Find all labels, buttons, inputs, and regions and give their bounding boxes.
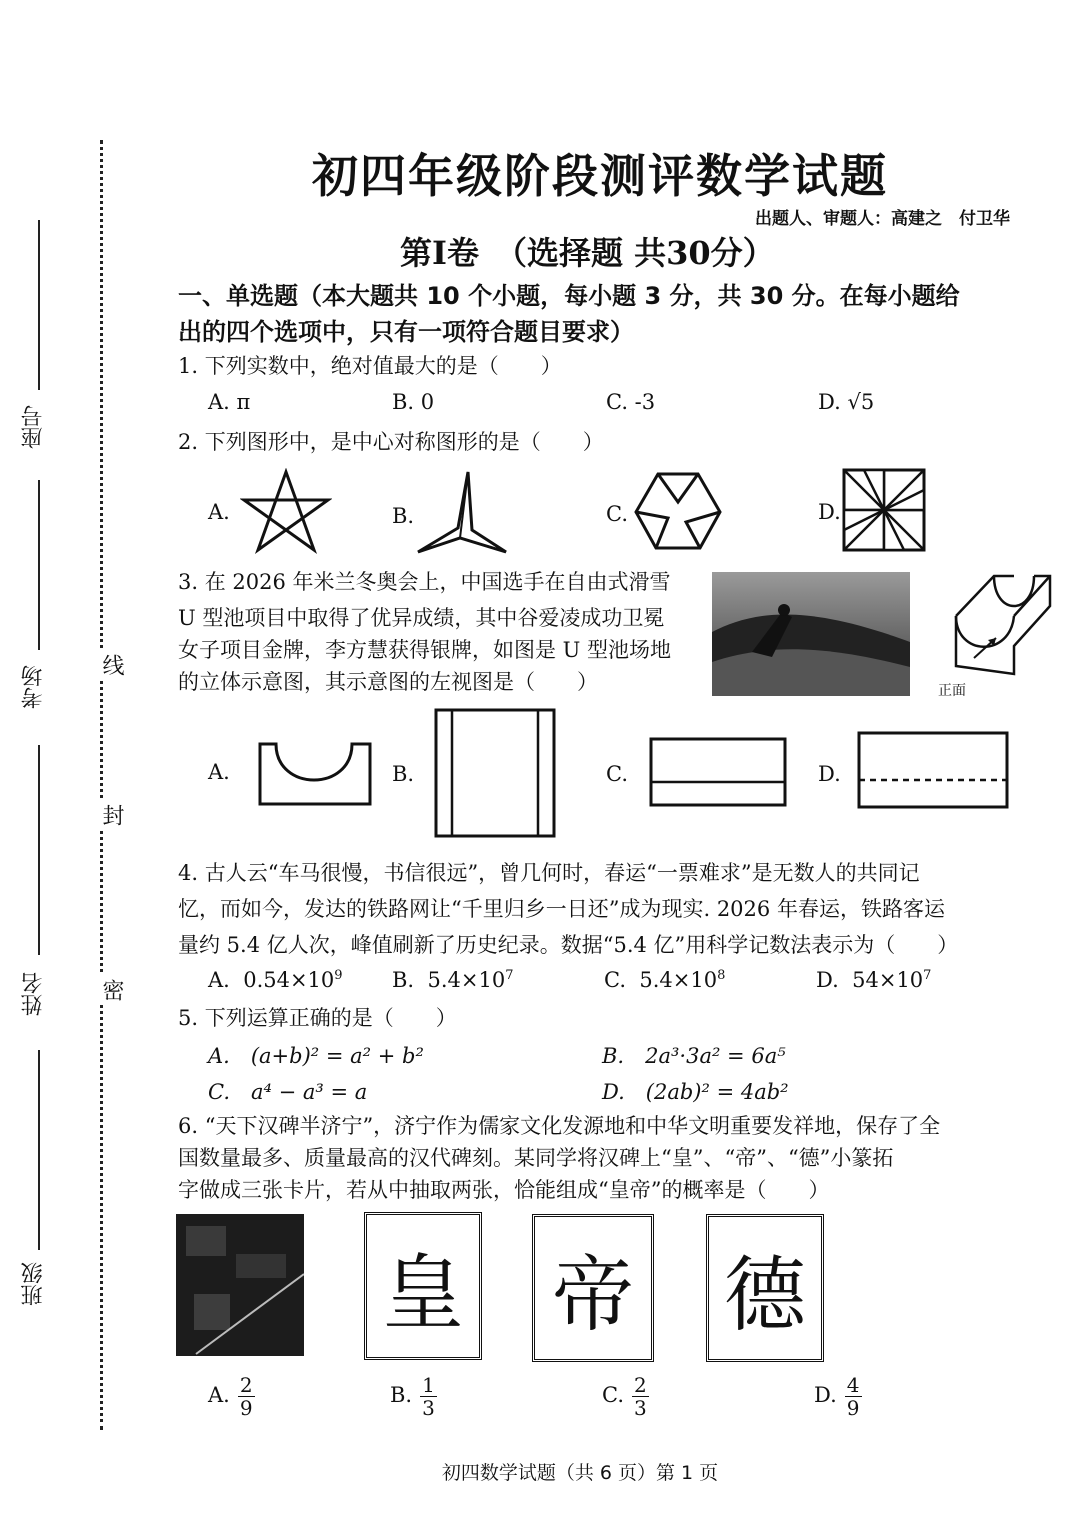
section-heading-line1: 一、单选题（本大题共 10 个小题，每小题 3 分，共 30 分。在每小题给 xyxy=(178,282,960,310)
halfpipe-photo xyxy=(712,572,910,696)
question-3-line2: U 型池项目中取得了优异成绩，其中谷爱凌成功卫冕 xyxy=(178,606,665,630)
binding-rule xyxy=(38,220,40,390)
q1-option-a: A. π xyxy=(208,390,251,414)
halfpipe-3d-diagram xyxy=(944,566,1054,696)
q2-label-d: D. xyxy=(818,500,841,524)
seal-card-de: 德 xyxy=(706,1214,824,1362)
q4-option-b: B. $5.4\times 10^7$ xyxy=(392,968,514,992)
seat-number-label: 座号 xyxy=(21,405,46,449)
pinwheel-figure xyxy=(840,466,928,554)
recycle-figure xyxy=(628,468,728,556)
question-1-stem: 1. 下列实数中，绝对值最大的是（ ） xyxy=(178,354,562,378)
stele-rubbing-photo xyxy=(176,1214,304,1356)
question-3-line4: 的立体示意图，其示意图的左视图是（ ） xyxy=(178,670,598,694)
q3-label-c: C. xyxy=(606,762,628,786)
tri-blade-figure xyxy=(414,468,510,556)
q4-option-d: D. $54\times 10^7$ xyxy=(816,968,932,992)
solid-line-rect-option xyxy=(648,736,788,808)
q5-option-d: D. (2ab)² = 4ab² xyxy=(602,1080,789,1104)
question-setters: 出题人、审题人：高建之 付卫华 xyxy=(755,209,1010,229)
star-figure xyxy=(240,468,332,554)
question-6-line1: 6. “天下汉碑半济宁”，济宁作为儒家文化发源地和中华文明重要发祥地，保存了全 xyxy=(178,1114,941,1138)
seal-char-secret: 密 xyxy=(96,975,127,1005)
q6-option-a: A. $\frac{2}{9}$ xyxy=(208,1373,253,1420)
q5-option-c: C. a⁴ − a³ = a xyxy=(208,1080,368,1104)
q2-label-a: A. xyxy=(208,500,230,524)
q1-option-d: D. √5 xyxy=(818,390,875,414)
binding-rule xyxy=(38,480,40,650)
binding-rule xyxy=(38,1050,40,1250)
q3-label-d: D. xyxy=(818,762,841,786)
seal-card-di: 帝 xyxy=(532,1214,654,1362)
question-2-stem: 2. 下列图形中，是中心对称图形的是（ ） xyxy=(178,430,604,454)
volume-heading: 第Ⅰ卷 （选择题 共30分） xyxy=(400,234,775,272)
q1-option-c: C. -3 xyxy=(606,390,656,414)
tall-rect-option xyxy=(432,706,558,840)
q5-option-a: A. (a+b)² = a² + b² xyxy=(208,1044,424,1068)
exam-room-label: 考场 xyxy=(21,665,46,709)
question-4-line3: 量约 5.4 亿人次，峰值刷新了历史纪录。数据“5.4 亿”用科学记数法表示为（ ） xyxy=(178,933,959,957)
question-6-line3: 字做成三张卡片，若从中抽取两张，恰能组成“皇帝”的概率是（ ） xyxy=(178,1178,830,1202)
q6-option-b: B. $\frac{1}{3}$ xyxy=(390,1373,435,1420)
section-heading-line2: 出的四个选项中，只有一项符合题目要求） xyxy=(178,318,634,346)
page-title: 初四年级阶段测评数学试题 xyxy=(312,149,888,203)
u-shape-option xyxy=(256,740,374,808)
q6-option-d: D. $\frac{4}{9}$ xyxy=(814,1373,860,1420)
q4-option-c: C. $5.4\times 10^8$ xyxy=(604,968,726,992)
question-3-line1: 3. 在 2026 年米兰冬奥会上，中国选手在自由式滑雪 xyxy=(178,570,671,594)
question-4-line1: 4. 古人云“车马很慢，书信很远”，曾几何时，春运“一票难求”是无数人的共同记 xyxy=(178,861,920,885)
q5-option-b: B. 2a³·3a² = 6a⁵ xyxy=(602,1044,786,1068)
q3-label-b: B. xyxy=(392,762,415,786)
seal-char-seal: 封 xyxy=(96,800,127,830)
question-4-line2: 忆，而如今，发达的铁路网让“千里归乡一日还”成为现实. 2026 年春运，铁路客运 xyxy=(178,897,945,921)
q4-option-a: A. $0.54\times 10^9$ xyxy=(208,968,343,992)
q2-label-b: B. xyxy=(392,504,415,528)
question-5-stem: 5. 下列运算正确的是（ ） xyxy=(178,1006,457,1030)
question-3-line3: 女子项目金牌，李方慧获得银牌，如图是 U 型池场地 xyxy=(178,638,672,662)
binding-rule xyxy=(38,745,40,955)
binding-dotted-line xyxy=(100,140,103,1430)
name-label: 姓名 xyxy=(21,972,46,1016)
q2-label-c: C. xyxy=(606,502,628,526)
q6-option-c: C. $\frac{2}{3}$ xyxy=(602,1373,647,1420)
q1-option-b: B. 0 xyxy=(392,390,435,414)
dashed-line-rect-option xyxy=(856,730,1010,810)
seal-card-huang: 皇 xyxy=(364,1212,482,1360)
q3-label-a: A. xyxy=(208,760,230,784)
class-label: 班级 xyxy=(21,1262,46,1306)
front-view-label: 正面 xyxy=(938,683,966,699)
page-footer: 初四数学试题（共 6 页）第 1 页 xyxy=(441,1462,719,1484)
question-6-line2: 国数量最多、质量最高的汉代碑刻。某同学将汉碑上“皇”、“帝”、“德”小篆拓 xyxy=(178,1146,894,1170)
seal-char-line: 线 xyxy=(96,650,127,680)
